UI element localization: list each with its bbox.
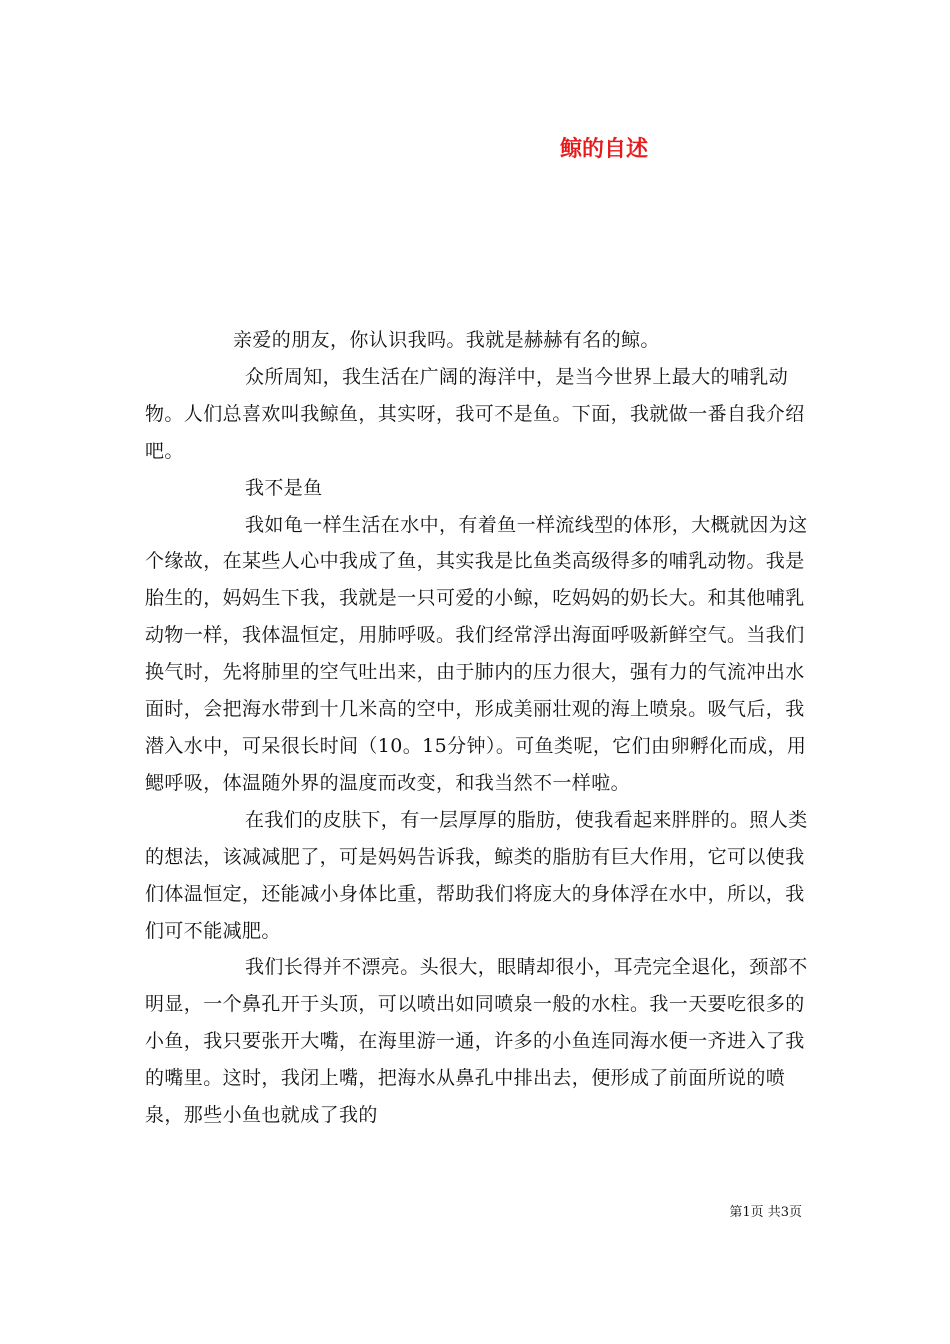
section-heading-not-fish: 我不是鱼 <box>245 476 323 499</box>
paragraph-greeting: 亲爱的朋友，你认识我吗。我就是赫赫有名的鲸。 <box>233 329 660 351</box>
paragraph-introduction: 众所周知，我生活在广阔的海洋中，是当今世界上最大的哺乳动物。人们总喜欢叫我鲸鱼，其实呀，我可不是鱼。下面，我就做一番自我介绍吧。 <box>145 365 805 462</box>
page-footer: 第1页 共3页 <box>729 1205 802 1220</box>
paragraph-mammal: 我如龟一样生活在水中，有着鱼一样流线型的体形，大概就因为这个缘故，在某些人心中我成了鱼，其实我是比鱼类高级得多的哺乳动物。我是胎生的，妈妈生下我，我就是一只可爱的小鲸，吃妈妈的奶长大。和其他哺乳动物一样，我体温恒定，用肺呼吸。我们经常浮出海面呼吸新鲜空气。当我们换气时，先将肺里的空气吐出来，由于肺内的压力很大，强有力的气流冲出水面时，会把海水带到十几米高的空中，形成美丽壮观的海上喷泉。吸气后，我潜入水中，可呆很长时间（10。15分钟）。可鱼类呢，它们由卵孵化而成，用鳃呼吸，体温随外界的温度而改变，和我当然不一样啦。 <box>145 513 808 794</box>
paragraph-fat: 在我们的皮肤下，有一层厚厚的脂肪，使我看起来胖胖的。照人类的想法，该减减肥了，可是妈妈告诉我，鲸类的脂肪有巨大作用，它可以使我们体温恒定，还能减小身体比重，帮助我们将庞大的身体浮在水中，所以，我们可不能减肥。 <box>145 808 808 942</box>
document-body <box>145 322 815 1134</box>
paragraph-appearance: 我们长得并不漂亮。头很大，眼睛却很小，耳壳完全退化，颈部不明显，一个鼻孔开于头顶，可以喷出如同喷泉一般的水柱。我一天要吃很多的小鱼，我只要张开大嘴，在海里游一通，许多的小鱼连同海水便一齐进入了我的嘴里。这时，我闭上嘴，把海水从鼻孔中排出去，便形成了前面所说的喷泉，那些小鱼也就成了我的 <box>145 956 808 1127</box>
page-title: 鲸的自述 <box>560 136 649 162</box>
